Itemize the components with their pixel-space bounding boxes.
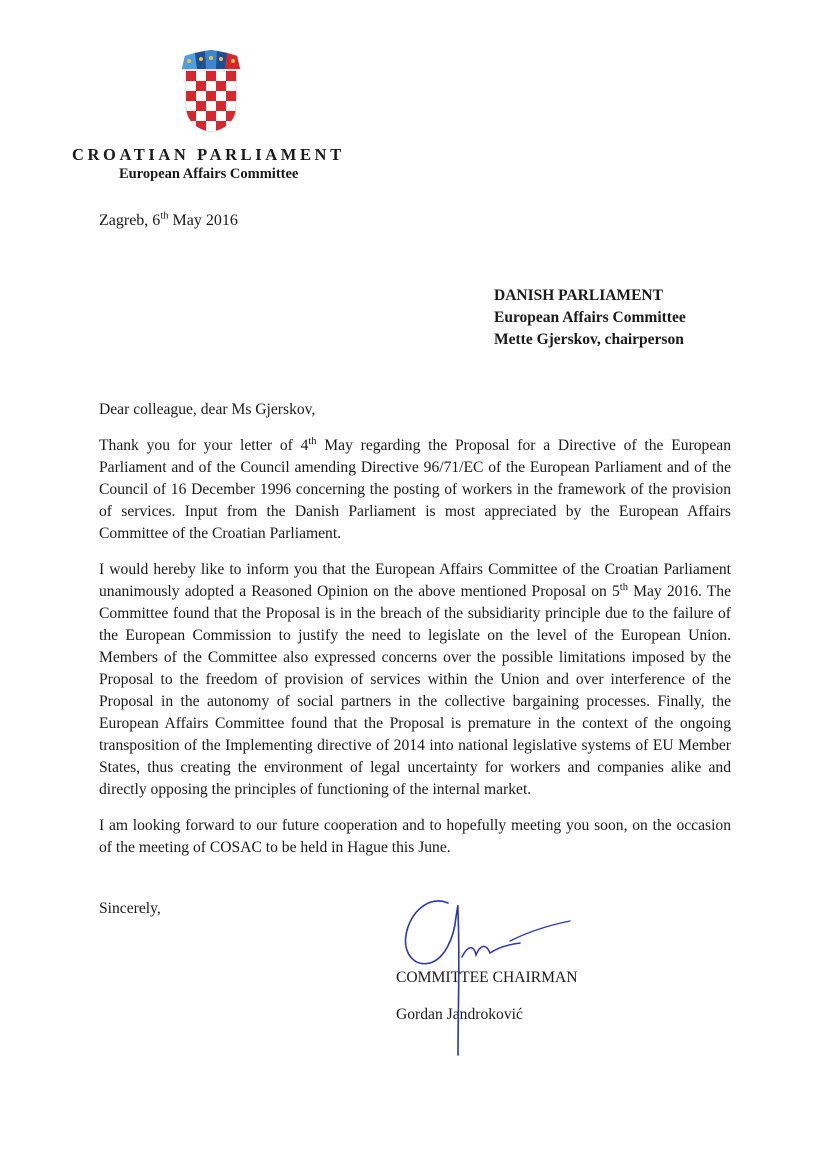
croatian-coat-of-arms-icon [180, 49, 242, 133]
coat-crown [182, 50, 240, 69]
salutation: Dear colleague, dear Ms Gjerskov, [99, 401, 316, 418]
institution-committee: European Affairs Committee [119, 166, 299, 182]
date-prefix: Zagreb, 6 [99, 212, 161, 229]
recipient-block [494, 285, 686, 351]
closing: Sincerely, [99, 900, 161, 917]
recipient-line-3: Mette Gjerskov, chairperson [494, 331, 684, 348]
date-rest: May 2016 [168, 212, 238, 229]
paragraph-1 [99, 435, 731, 545]
paragraph-1-ordinal: th [308, 435, 317, 447]
institution-name: CROATIAN PARLIAMENT [72, 145, 345, 164]
paragraph-1-text-b: May regarding the Proposal for a Directive of the European Parliament and of the Council amending Directive 96/71/EC of the European Parliament and of the Council of 16 December 1996 concerning the posting of workers in the framework of the provision of services. Input from the Danish Parliament is most appreciated by the European Affairs Committee of the Croatian Parliament. [99, 437, 731, 542]
paragraph-2-text-a: I would hereby like to inform you that the European Affairs Committee of the Croatian Parliament unanimously adopted a Reasoned Opinion on the above mentioned Proposal on 5 [99, 561, 731, 600]
paragraph-2-ordinal: th [619, 581, 628, 593]
signatory-title: COMMITTEE CHAIRMAN [396, 969, 578, 986]
paragraph-3: I am looking forward to our future cooperation and to hopefully meeting you soon, on the occasion of the meeting of COSAC to be held in Hague this June. [99, 817, 731, 856]
paragraph-1-text-a: Thank you for your letter of 4 [99, 437, 309, 454]
recipient-line-2: European Affairs Committee [494, 309, 686, 326]
paragraph-2-text-b: May 2016. The Committee found that the Proposal is in the breach of the subsidiarity principle due to the failure of the European Commission to justify the need to legislate on the level of the European Union. Members of the Committee also expressed concerns over the possible limitations imposed by the Proposal to the freedom of provision of services within the Union and over interference of the Proposal in the autonomy of social partners in the collective bargaining processes. Finally, the European Affairs Committee found that the Proposal is premature in the context of the ongoing transposition of the Implementing directive of 2014 into national legislative systems of EU Member States, thus creating the environment of legal uncertainty for workers and companies alike and directly opposing the principles of functioning of the internal market. [99, 583, 731, 798]
signatory-name: Gordan Jandroković [396, 1006, 523, 1023]
letter-body [99, 399, 731, 873]
handwritten-signature [400, 895, 580, 1060]
recipient-line-1: DANISH PARLIAMENT [494, 287, 663, 304]
coat-shield [186, 71, 236, 133]
date-ordinal: th [160, 210, 169, 222]
paragraph-2 [99, 559, 731, 801]
letter-date [99, 212, 238, 230]
